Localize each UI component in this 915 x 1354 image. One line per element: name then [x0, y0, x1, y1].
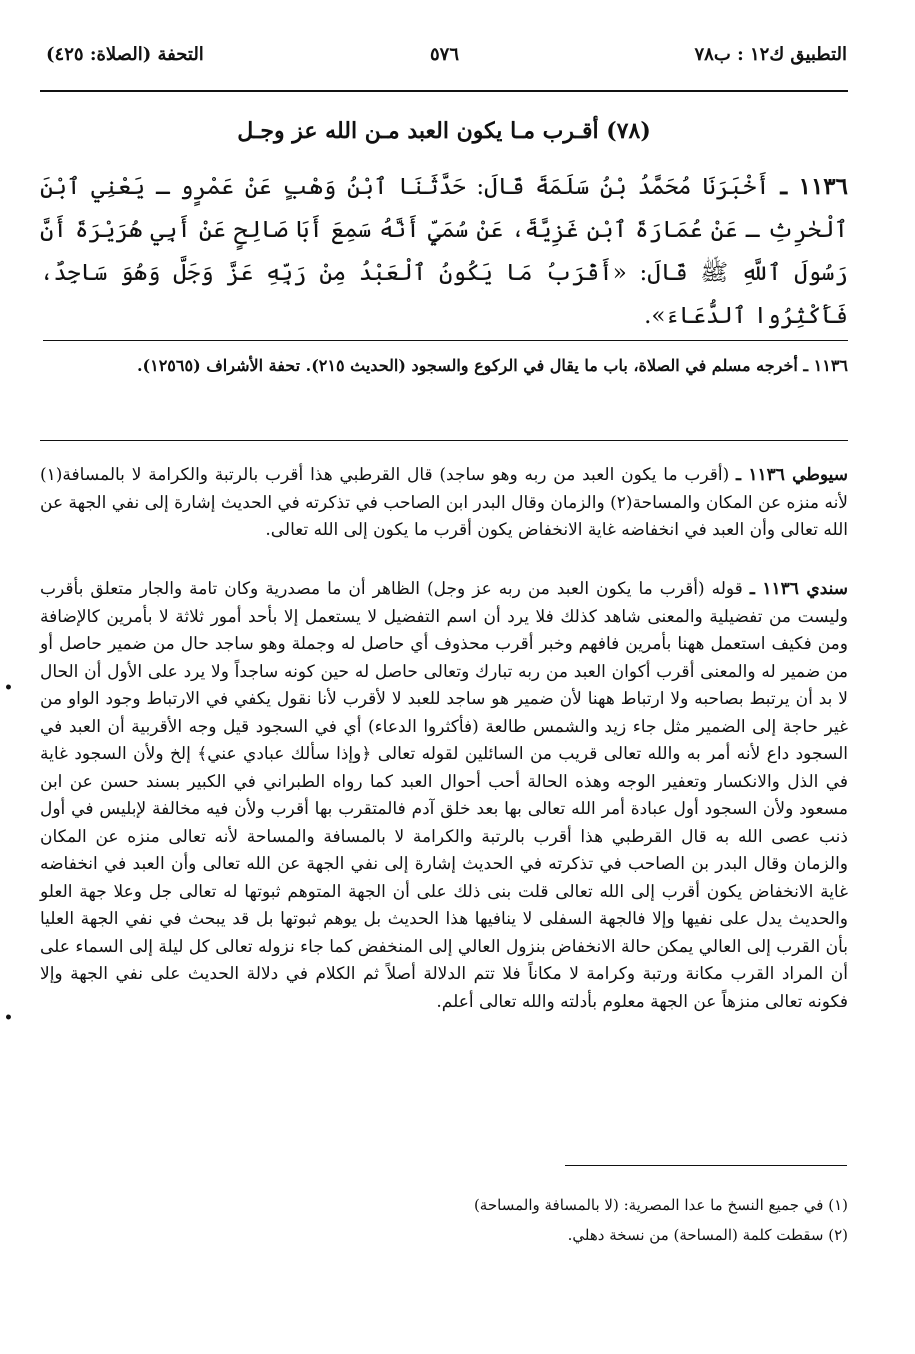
hadith-block — [40, 165, 848, 338]
margin-mark: • — [4, 1010, 13, 1026]
margin-mark: • — [4, 680, 13, 696]
suyuti-label: سيوطي ١١٣٦ ـ — [736, 465, 849, 485]
suyuti-commentary — [40, 462, 848, 545]
page-number: ٥٧٦ — [430, 44, 460, 65]
commentary-divider — [40, 440, 848, 441]
sindi-label: سندي ١١٣٦ ـ — [749, 579, 849, 599]
header-section-ref: التطبيق ك١٢ : ب٧٨ — [694, 44, 847, 65]
header-divider — [40, 90, 848, 92]
suyuti-text: (أقرب ما يكون العبد من ربه وهو ساجد) قال القرطبي هذا أقرب بالرتبة والكرامة لا بالمسافة(١) لأنه منزه عن المكان والمساحة(٢) والزمان وقال البدر ابن الصاحب في تذكرته في الحديث إشارة إلى نفي الجهة عن الله تعالى وأن العبد في انخفاضه غاية الانخفاض يكون أقرب ما يكون إلى الله تعالى. — [40, 465, 848, 540]
sindi-commentary — [40, 576, 848, 1016]
hadith-number: ١١٣٦ ـ — [780, 173, 849, 200]
takhrij-note: ١١٣٦ ـ أخرجه مسلم في الصلاة، باب ما يقال في الركوع والسجود (الحديث ٢١٥). تحفة الأشراف (١٢٥٦٥). — [136, 356, 848, 375]
footnote-2: (٢) سقطت كلمة (المساحة) من نسخة دهلي. — [567, 1226, 848, 1244]
chapter-title: (٧٨) أقـرب مـا يكون العبد مـن الله عز وجـل — [237, 118, 651, 144]
footnote-1: (١) في جميع النسخ ما عدا المصرية: (لا بالمسافة والمساحة) — [473, 1196, 848, 1214]
hadith-text: أَخْبَرَنَا مُحَمَّدُ بْنُ سَلَمَةَ قَالَ: حَدَّثَنَا ٱبْنُ وَهْبٍ عَنْ عَمْرٍو ـ يَعْنِي ٱبْنَ ٱلْحٰرِثِ ـ عَنْ عُمَارَةَ ٱبْنِ غَزِيَّةَ، عَنْ سُمَيٍّ أَنَّهُ سَمِعَ أَبَا صَالِحٍ عَنْ أَبِي هُرَيْرَةَ أَنَّ رَسُولَ ٱللَّهِ ﷺ قَالَ: «أَقْرَبُ مَا يَكُونُ ٱلْعَبْدُ مِنْ رَبِّهِ عَزَّ وَجَلَّ وَهُوَ سَاجِدٌ، فَأَكْثِرُوا ٱلدُّعَاءَ». — [40, 174, 848, 329]
footnote-divider — [565, 1165, 847, 1166]
sindi-text: قوله (أقرب ما يكون العبد من ربه عز وجل) الظاهر أن ما مصدرية وكان تامة والجار متعلق بأقرب وليست من تفضيلية والمعنى شاهد كذلك فلا يرد أن اسم التفضيل لا يستعمل إلا بأحد أمور ثلاثة لا بأمرين كالإضافة ومن فكيف استعمل ههنا بأمرين فافهم وخبر أقرب محذوف أي حاصل له وجملة وهو ساجد حال من ضمير حاصل أو من ضمير له والمعنى أقرب أكوان العبد من ربه تبارك وتعالى حاصل له حين كونه ساجداً ولا يرد على الأول أن الحال لا بد أن يرتبط بصاحبه ولا ارتباط ههنا لأن ضمير هو ساجد للعبد لا لأقرب لأنا نقول يكفي في الارتباط وجود الواو من غير حاجة إلى الضمير مثل جاء زيد والشمس طالعة (فأكثروا الدعاء) أي في السجود قيل وجه الأقربية أن العبد في السجود داع لأنه أمر به والله تعالى قريب من السائلين لقوله تعالى ﴿وإذا سألك عبادي عني﴾ إلخ ولأن السجود غاية في الذل والانكسار وتعفير الوجه وهذه الحالة أحب أحوال العبد كما رواه الطبراني في الكبير بسند حسن عن ابن مسعود ولأن السجود أول عبادة أمر الله تعالى بها بعد خلق آدم فالمتقرب بها أقرب ولأن فيه مخالفة لإبليس في أول ذنب عصى الله به قال القرطبي هذا أقرب بالرتبة والكرامة لا بالمسافة والمساحة لأنه تعالى منزه عن المكان والزمان وقال البدر بن الصاحب في تذكرته في الحديث إشارة إلى نفي الجهة عن الله تعالى وأن العبد في انخفاضه غاية الانخفاض يكون أقرب إلى الله تعالى قلت بنى ذلك على أن الجهة المتوهم ثبوتها له تعالى جل وعلا جهة العلو والحديث يدل على نفيها وإلا فالجهة السفلى لا ينافيها هذا الحديث بل يوهم ثبوتها بل قد يبحث في نفي الجهة العليا بأن القرب إلى العالي يمكن حالة الانخفاض بنزول العالي إلى المنخفض كما جاء نزوله تعالى كل ليلة إلى السماء على أن المراد القرب مكانة ورتبة وكرامة لا مكاناً فلا تتم الدلالة أصلاً ثم الكلام في دلالة الحديث على نفي الجهة وإلا فكونه تعالى منزهاً عن الجهة معلوم بأدلته والله تعالى أعلم. — [40, 579, 848, 1012]
header-tuhfa-ref: التحفة (الصلاة: ٤٢٥) — [46, 44, 204, 65]
